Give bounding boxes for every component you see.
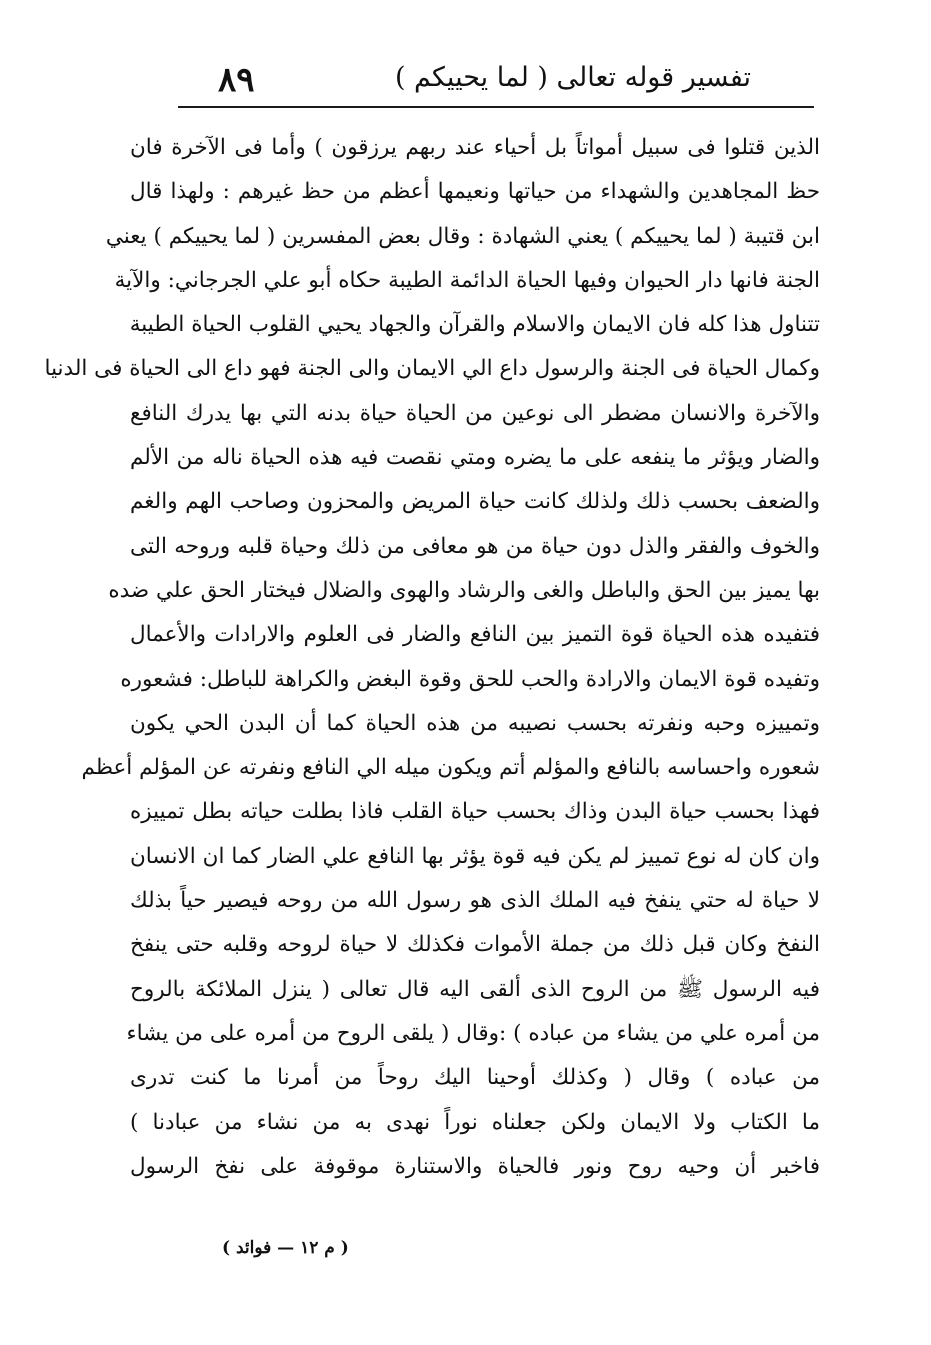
- text-line: شعوره واحساسه بالنافع والمؤلم أتم ويكون ميله الي النافع ونفرته عن المؤلم أعظم: [81, 755, 820, 781]
- page-header: [178, 52, 814, 100]
- text-line: الجنة فانها دار الحيوان وفيها الحياة الدائمة الطيبة حكاه أبو علي الجرجاني: والآية: [114, 267, 820, 293]
- text-line: وتفيده قوة الايمان والارادة والحب للحق وقوة البغض والكراهة للباطل: فشعوره: [120, 666, 820, 692]
- text-line: فتفيده هذه الحياة قوة التميز بين النافع والضار فى العلوم والارادات والأعمال: [130, 622, 820, 648]
- text-line: ابن قتيبة ( لما يحييكم ) يعني الشهادة : وقال بعض المفسرين ( لما يحييكم ) يعني: [105, 223, 820, 249]
- text-line: وكمال الحياة فى الجنة والرسول داع الي الايمان والى الجنة فهو داع الى الحياة فى الدنيا: [44, 356, 820, 382]
- signature-mark: ( م ١٢ — فوائد ): [222, 1238, 349, 1258]
- text-line: لا حياة له حتي ينفخ فيه الملك الذى هو رسول الله من روحه فيصير حياً بذلك: [130, 888, 820, 914]
- running-title: تفسير قوله تعالى ( لما يحييكم ): [394, 62, 752, 93]
- text-line: وان كان له نوع تمييز لم يكن فيه قوة يؤثر بها النافع علي الضار كما ان الانسان: [130, 843, 820, 869]
- text-line: حظ المجاهدين والشهداء من حياتها ونعيمها أعظم من حظ غيرهم : ولهذا قال: [130, 179, 820, 205]
- text-line: والضار ويؤثر ما ينفعه على ما يضره ومتي نقصت فيه هذه الحياة ناله من الألم: [130, 445, 820, 471]
- text-line: فاخبر أن وحيه روح ونور فالحياة والاستنارة موقوفة على نفخ الرسول: [130, 1153, 820, 1179]
- text-line: الذين قتلوا فى سبيل أمواتاً بل أحياء عند ربهم يرزقون ) وأما فى الآخرة فان: [130, 135, 820, 160]
- text-line: من عباده ) وقال ( وكذلك أوحينا اليك روحاً من أمرنا ما كنت تدرى: [130, 1065, 820, 1091]
- text-line: بها يميز بين الحق والباطل والغى والرشاد والهوى والضلال فيختار الحق علي ضده: [108, 577, 820, 603]
- text-line: فهذا بحسب حياة البدن وذاك بحسب حياة القلب فاذا بطلت حياته بطل تمييزه: [130, 799, 820, 825]
- text-line: ما الكتاب ولا الايمان ولكن جعلناه نوراً نهدى به من نشاء من عبادنا ): [130, 1109, 820, 1135]
- text-line: تتناول هذا كله فان الايمان والاسلام والقرآن والجهاد يحيي القلوب الحياة الطيبة: [129, 312, 820, 338]
- header-rule: [178, 106, 814, 108]
- body-text: [44, 126, 820, 1189]
- text-line: والآخرة والانسان مضطر الى نوعين من الحياة حياة بدنه التي بها يدرك النافع: [130, 400, 820, 426]
- text-line: وتمييزه وحبه ونفرته بحسب نصيبه من هذه الحياة كما أن البدن الحي يكون: [130, 710, 820, 736]
- text-line: والخوف والفقر والذل دون حياة من هو معافى من ذلك وحياة قلبه وروحه التى: [130, 533, 820, 559]
- page-number: ٨٩: [218, 60, 255, 100]
- text-line: النفخ وكان قبل ذلك من جملة الأموات فكذلك لا حياة لروحه وقلبه حتى ينفخ: [130, 932, 820, 958]
- text-line: والضعف بحسب ذلك ولذلك كانت حياة المريض والمحزون وصاحب الهم والغم: [130, 489, 820, 515]
- text-line: فيه الرسول ﷺ من الروح الذى ألقى اليه قال تعالى ( ينزل الملائكة بالروح: [130, 976, 820, 1002]
- text-line: من أمره علي من يشاء من عباده ) :وقال ( يلقى الروح من أمره على من يشاء: [126, 1020, 820, 1046]
